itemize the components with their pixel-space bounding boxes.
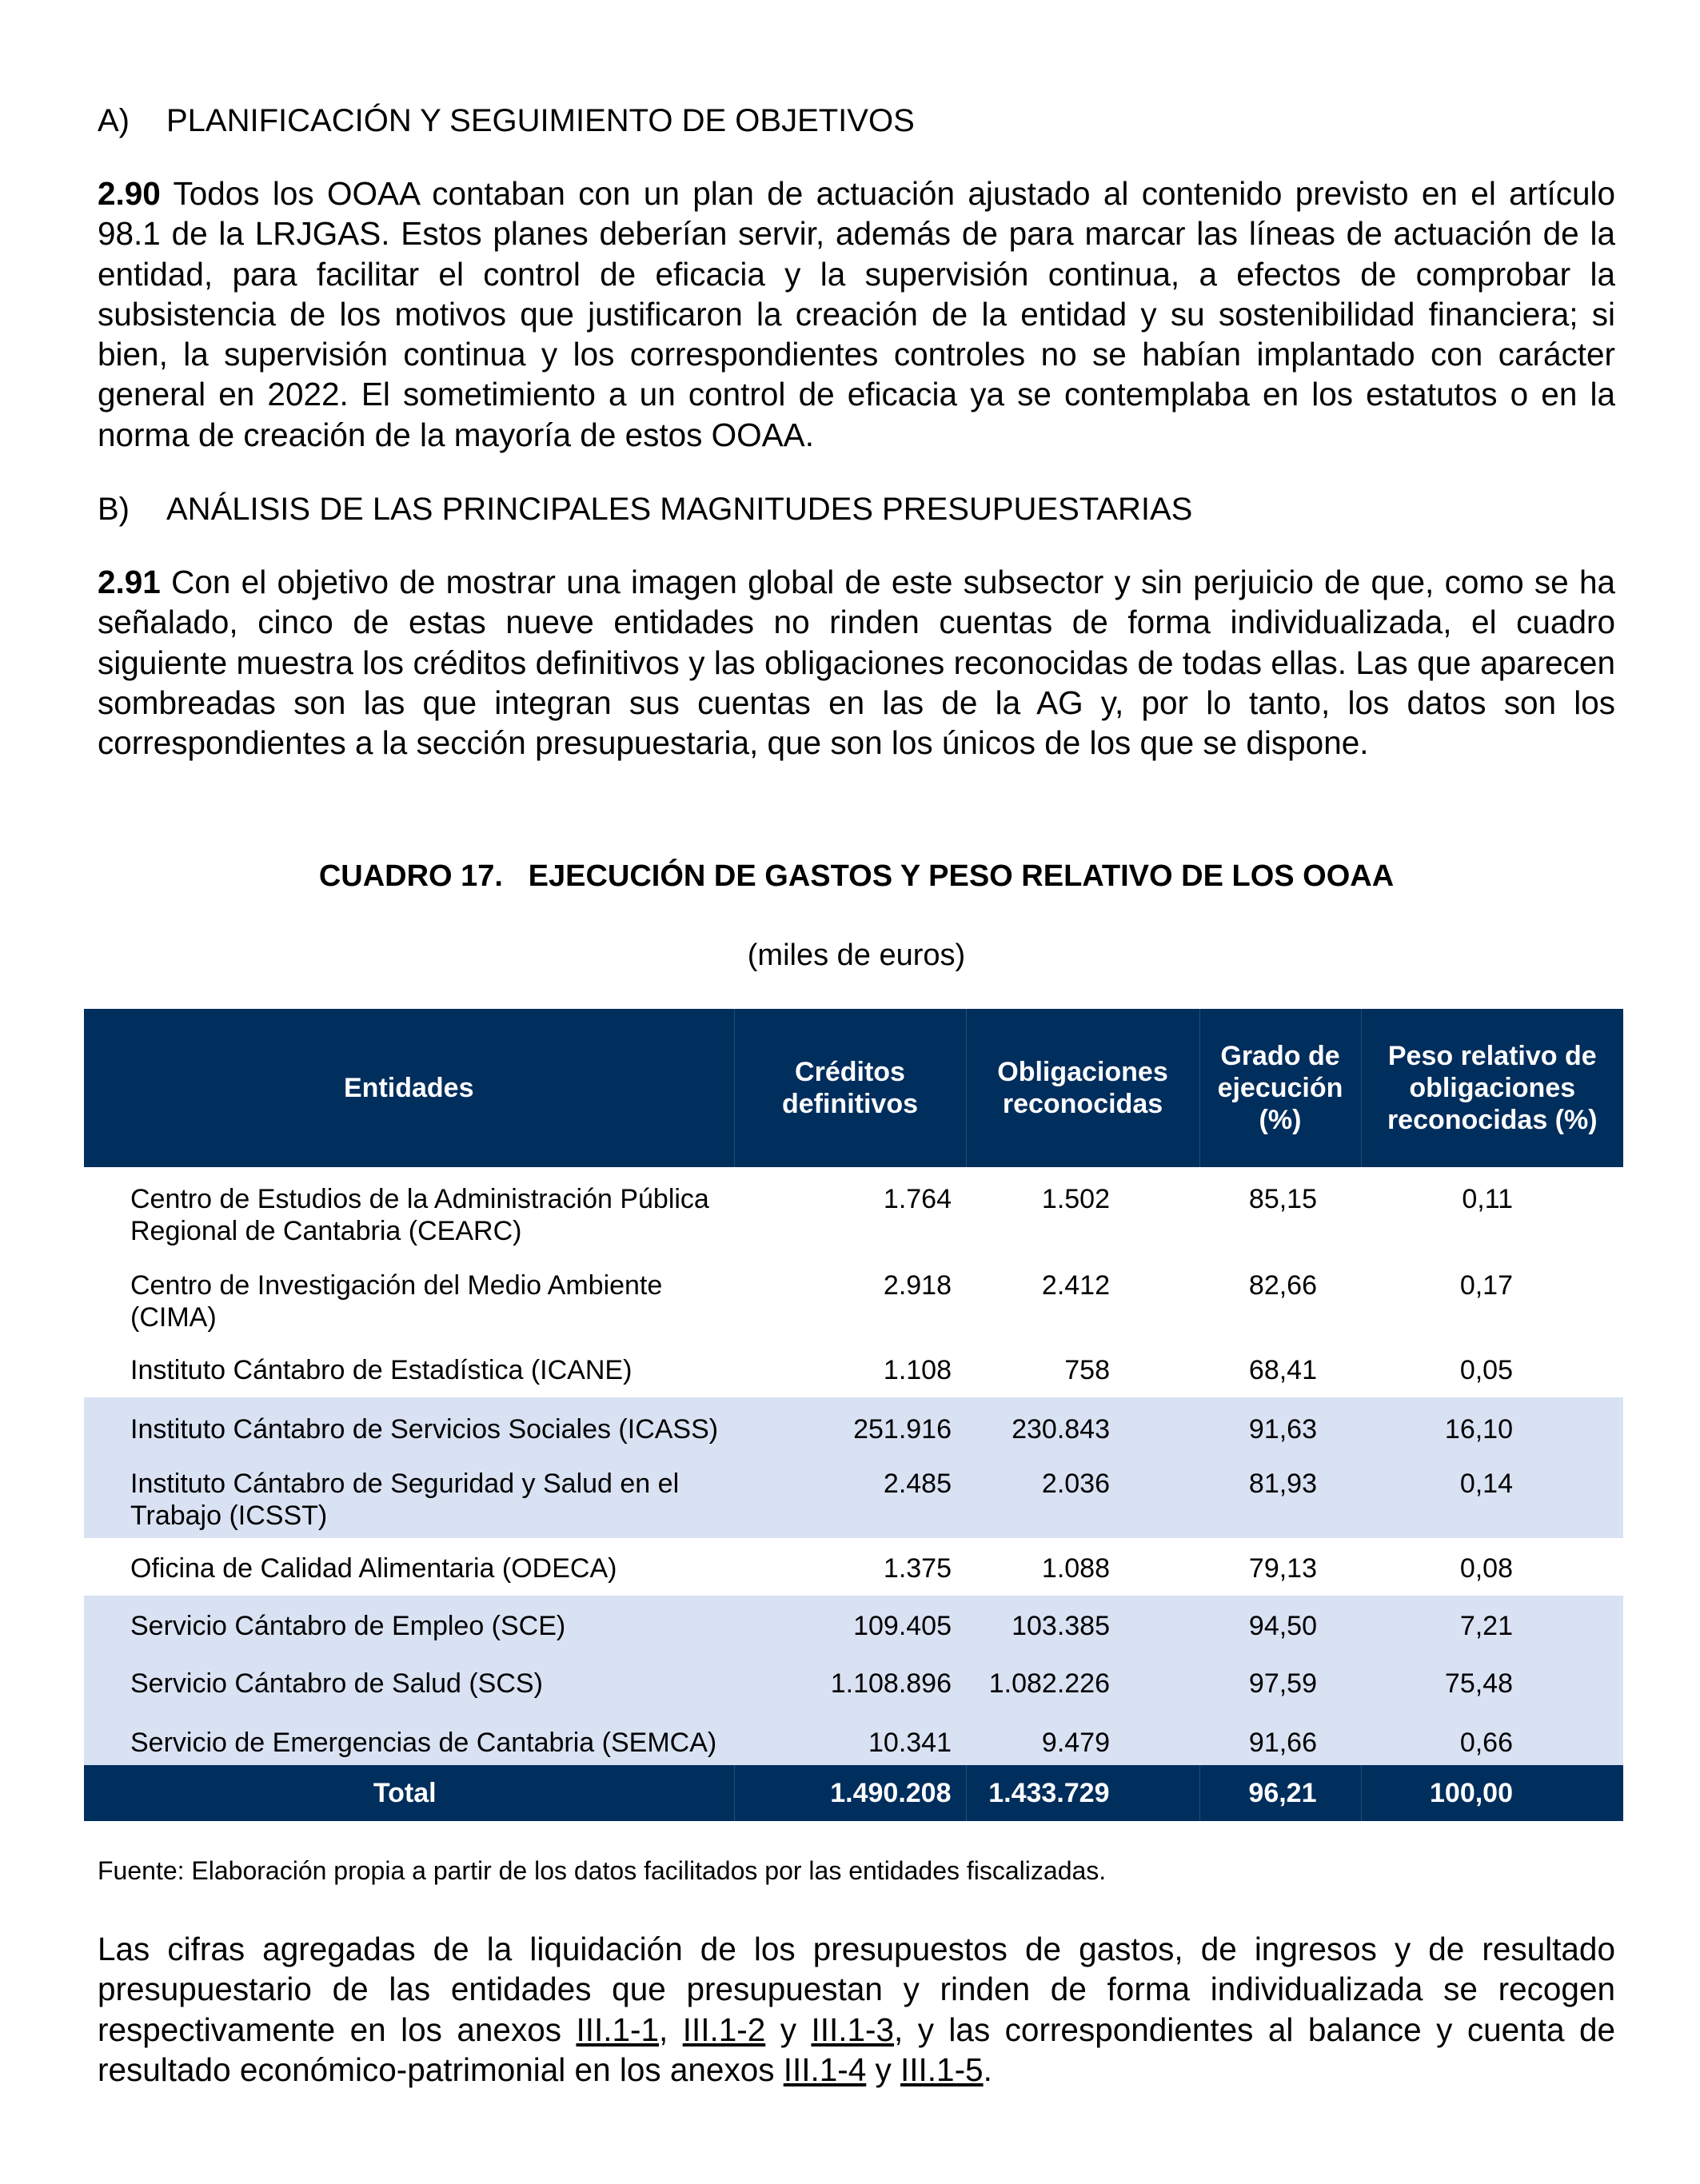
peso-cell: 75,48 [1361, 1653, 1623, 1711]
grado-cell: 68,41 [1248, 1355, 1317, 1385]
creditos-cell: 2.918 [883, 1270, 952, 1301]
obligaciones-cell: 1.502 [1041, 1184, 1110, 1214]
table-caption: CUADRO 17. EJECUCIÓN DE GASTOS Y PESO RELATIVO DE LOS OOAA [318, 859, 1395, 893]
entity-cell: Instituto Cántabro de Servicios Sociales (ICASS) [84, 1397, 734, 1452]
annex-link-iii-1-4[interactable]: III.1-4 [783, 2050, 867, 2088]
entity-cell: Servicio de Emergencias de Cantabria (SEMCA) [84, 1711, 734, 1765]
creditos-cell: 1.764 [883, 1184, 952, 1214]
peso-cell: 0,17 [1459, 1270, 1513, 1301]
peso-cell: 0,08 [1459, 1553, 1513, 1584]
paragraph-2-91 [98, 562, 1615, 763]
total-peso: 100,00 [1361, 1765, 1623, 1821]
entity-cell: Servicio Cántabro de Empleo (SCE) [84, 1596, 734, 1653]
creditos-cell: 10.341 [734, 1711, 966, 1765]
creditos-cell: 2.485 [734, 1452, 966, 1538]
total-label: Total [84, 1765, 734, 1821]
grado-cell: 81,93 [1199, 1452, 1361, 1538]
obligaciones-cell: 2.036 [966, 1452, 1199, 1538]
grado-cell: 97,59 [1199, 1653, 1361, 1711]
obligaciones-cell: 103.385 [966, 1596, 1199, 1653]
peso-cell: 16,10 [1361, 1397, 1623, 1452]
total-creditos: 1.490.208 [734, 1765, 966, 1821]
creditos-cell: 1.108 [883, 1355, 952, 1385]
paragraph-text: Con el objetivo de mostrar una imagen global de este subsector y sin perjuicio de que, como se ha señalado, cinco de estas nueve entidades no rinden cuentas de forma individualizada, el cuadro siguiente muestra los créditos definitivos y las obligaciones reconocidas de todas ellas. Las que aparecen sombreadas son las que integran sus cuentas en las de la AG y, por lo tanto, los datos son los correspondientes a la sección presupuestaria, que son los únicos de los que se dispone. [98, 564, 1615, 762]
obligaciones-cell: 1.088 [1041, 1553, 1110, 1584]
paragraph-number: 2.90 [98, 175, 161, 212]
creditos-cell: 109.405 [734, 1596, 966, 1653]
column-header-peso: Peso relativo de obligaciones reconocidas (%) [1361, 1009, 1623, 1167]
column-header-obligaciones: Obligaciones reconocidas [966, 1009, 1199, 1167]
entity-cell: Centro de Investigación del Medio Ambiente (CIMA) [130, 1270, 663, 1333]
entity-cell: Instituto Cántabro de Estadística (ICANE) [130, 1355, 633, 1385]
table-row [84, 1253, 1623, 1340]
table-total-row [84, 1765, 1623, 1821]
paragraph-text: Todos los OOAA contaban con un plan de actuación ajustado al contenido previsto en el artículo 98.1 de la LRJGAS. Estos planes deberían servir, además de para marcar las líneas de actuación de la entidad, para facilitar el control de eficacia y la supervisión continua, a efectos de comprobar la subsistencia de los motivos que justificaron la creación de la entidad y su sostenibilidad financiera; si bien, la supervisión continua y los correspondientes controles no se habían implantado con carácter general en 2022. El sometimiento a un control de eficacia ya se contemplaba en los estatutos o en la norma de creación de la mayoría de estos OOAA. [98, 175, 1615, 453]
closing-text: , y las correspondientes al balance y cuenta de resultado económico-patrimonial en los anexos [98, 2011, 1615, 2088]
section-a-heading [98, 101, 915, 141]
table-row [84, 1167, 1623, 1253]
table-units: (miles de euros) [747, 939, 966, 972]
section-b-title: ANÁLISIS DE LAS PRINCIPALES MAGNITUDES PRESUPUESTARIAS [166, 492, 1193, 527]
grado-cell: 91,63 [1199, 1397, 1361, 1452]
table-row [84, 1653, 1623, 1711]
column-header-entidades: Entidades [84, 1009, 734, 1167]
creditos-cell: 1.108.896 [734, 1653, 966, 1711]
table-row [84, 1596, 1623, 1653]
obligaciones-cell: 230.843 [966, 1397, 1199, 1452]
closing-text: Las cifras agregadas de la liquidación de los presupuestos de gastos, de ingresos y de resultado presupuestario de las entidades que presupuestan y rinden de forma individualizada se recogen respectivamente en los anexos [98, 1931, 1615, 2048]
grado-cell: 91,66 [1199, 1711, 1361, 1765]
table-row [84, 1538, 1623, 1596]
peso-cell: 0,11 [1462, 1184, 1513, 1214]
table-header-row [84, 1009, 1623, 1167]
expenditure-table [84, 1009, 1623, 1821]
creditos-cell: 1.375 [883, 1553, 952, 1584]
separator: y [866, 2050, 901, 2088]
entity-cell: Servicio Cántabro de Salud (SCS) [84, 1653, 734, 1711]
obligaciones-cell: 9.479 [966, 1711, 1199, 1765]
table-row [84, 1452, 1623, 1538]
peso-cell: 0,05 [1459, 1355, 1513, 1385]
paragraph-2-90 [98, 173, 1615, 455]
annex-link-iii-1-1[interactable]: III.1-1 [576, 2011, 659, 2048]
closing-paragraph [98, 1929, 1615, 2090]
obligaciones-cell: 758 [1064, 1355, 1110, 1385]
obligaciones-cell: 2.412 [1041, 1270, 1110, 1301]
obligaciones-cell: 1.082.226 [966, 1653, 1199, 1711]
section-b-heading [98, 489, 1192, 529]
annex-link-iii-1-5[interactable]: III.1-5 [900, 2050, 984, 2088]
total-obligaciones: 1.433.729 [966, 1765, 1199, 1821]
peso-cell: 0,14 [1361, 1452, 1623, 1538]
grado-cell: 94,50 [1199, 1596, 1361, 1653]
closing-text: . [983, 2050, 992, 2088]
table-row [84, 1711, 1623, 1765]
grado-cell: 79,13 [1248, 1553, 1317, 1584]
paragraph-number: 2.91 [98, 564, 161, 600]
entity-cell: Oficina de Calidad Alimentaria (ODECA) [130, 1553, 617, 1584]
peso-cell: 0,66 [1361, 1711, 1623, 1765]
grado-cell: 85,15 [1248, 1184, 1317, 1214]
creditos-cell: 251.916 [734, 1397, 966, 1452]
separator: , [658, 2011, 683, 2048]
section-a-title: PLANIFICACIÓN Y SEGUIMIENTO DE OBJETIVOS [166, 103, 915, 138]
annex-link-iii-1-2[interactable]: III.1-2 [682, 2011, 766, 2048]
annex-link-iii-1-3[interactable]: III.1-3 [811, 2011, 894, 2048]
table-row [84, 1397, 1623, 1452]
grado-cell: 82,66 [1248, 1270, 1317, 1301]
table-source-note: Fuente: Elaboración propia a partir de los datos facilitados por las entidades fiscalizadas. [98, 1856, 1107, 1885]
section-b-label: B) [98, 492, 130, 527]
section-a-label: A) [98, 103, 130, 138]
table-body [84, 1167, 1623, 1821]
peso-cell: 7,21 [1361, 1596, 1623, 1653]
table-row [84, 1340, 1623, 1397]
column-header-creditos: Créditos definitivos [734, 1009, 966, 1167]
column-header-grado: Grado de ejecución (%) [1199, 1009, 1361, 1167]
entity-cell: Centro de Estudios de la Administración Pública Regional de Cantabria (CEARC) [130, 1184, 709, 1246]
entity-cell: Instituto Cántabro de Seguridad y Salud en el Trabajo (ICSST) [84, 1452, 734, 1538]
total-grado: 96,21 [1199, 1765, 1361, 1821]
separator: y [765, 2011, 812, 2048]
